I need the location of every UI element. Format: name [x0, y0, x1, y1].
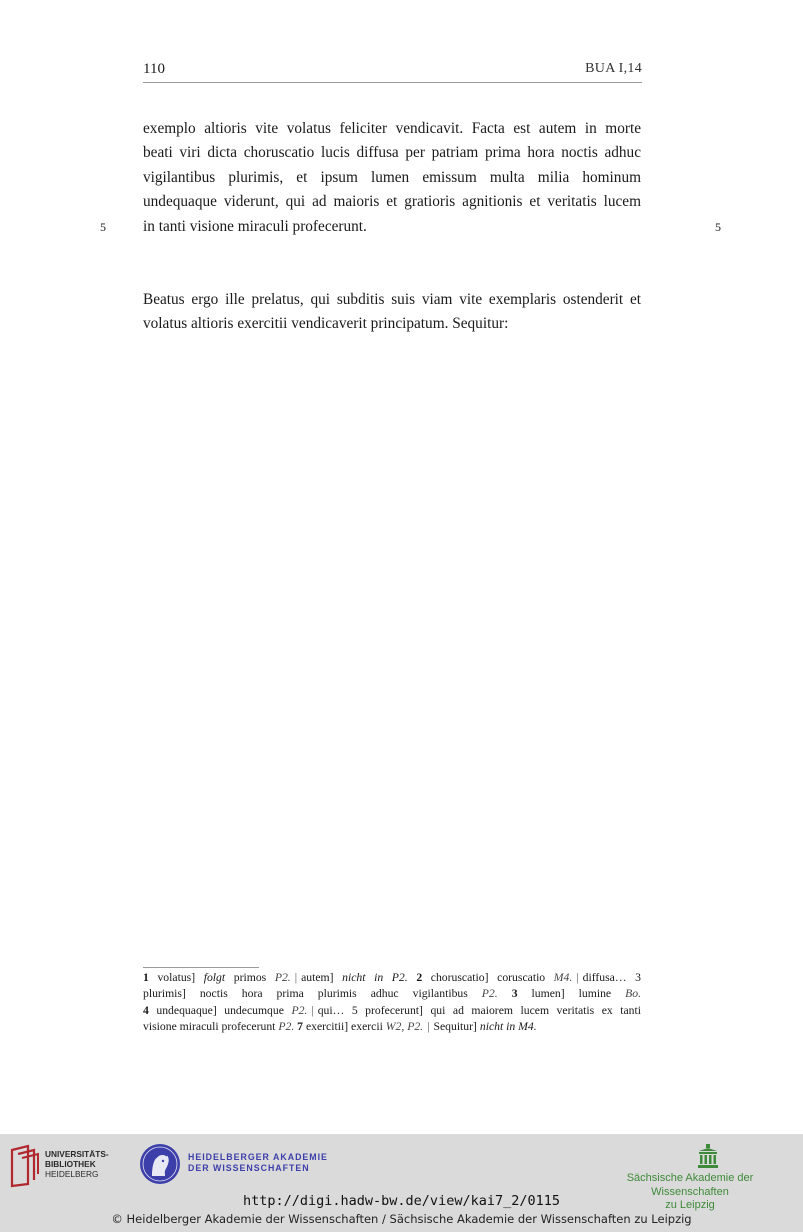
body-paragraph-2: [143, 288, 641, 337]
ub-heidelberg-logo-icon[interactable]: [8, 1144, 42, 1193]
fn-number: 7: [297, 1019, 304, 1033]
text-line: in tanti visione miraculi profecerunt.: [143, 217, 367, 235]
text-line: exemplo altioris vite volatus feliciter vendicavit. Facta est autem in morte: [143, 120, 641, 137]
fn-text: diffusa… 3: [582, 971, 642, 984]
copyright-notice: © Heidelberger Akademie der Wissenschaften / Sächsische Akademie der Wissenschaften zu Leipzig: [111, 1212, 692, 1226]
fn-siglum: M4.: [553, 971, 573, 984]
fn-separator: |: [311, 1003, 314, 1017]
saw-line: zu Leipzig: [665, 1199, 715, 1211]
hadw-line: HEIDELBERGER AKADEMIE: [188, 1152, 328, 1162]
critical-apparatus: [143, 970, 641, 1035]
line-number-left: 5: [100, 220, 106, 234]
fn-number: 3: [511, 987, 518, 1001]
fn-siglum: P2.: [274, 971, 291, 984]
ub-line: UNIVERSITÄTS-: [45, 1149, 109, 1159]
fn-text: Sequitur]: [433, 1019, 480, 1033]
saw-line: Sächsische Akademie der Wissenschaften: [626, 1172, 754, 1198]
fn-separator: |: [294, 971, 298, 984]
hadw-wordmark: [188, 1152, 328, 1174]
ub-line: HEIDELBERG: [45, 1168, 99, 1179]
fn-separator: |: [576, 971, 579, 984]
header-rule: [143, 82, 642, 83]
saw-building-icon[interactable]: [696, 1143, 720, 1174]
hadw-seal-icon[interactable]: [138, 1142, 182, 1191]
footnote-rule: [143, 967, 259, 968]
page-number: 110: [143, 61, 165, 77]
footnote-line: [143, 970, 641, 986]
fn-text: plurimis] noctis hora prima plurimis adhuc vigilantibus: [143, 987, 482, 1001]
fn-text: choruscatio] coruscatio: [422, 971, 554, 984]
fn-siglum: P2.: [278, 1019, 295, 1033]
fn-separator: |: [427, 1019, 430, 1033]
text-line: beati viri dicta choruscatio lucis diffusa per patriam prima hora noctis adhuc: [143, 144, 641, 162]
fn-text: volatus]: [148, 971, 204, 984]
hadw-line: DER WISSENSCHAFTEN: [188, 1163, 310, 1173]
fn-text: undequaque] undecumque: [148, 1003, 292, 1017]
text-line: Beatus ergo ille prelatus, qui subditis suis viam vite exemplaris ostenderit et: [143, 291, 641, 308]
fn-siglum: Bo.: [625, 987, 641, 1001]
text-line: undequaque viderunt, qui ad maioris et gratioris agnitionis et veritatis lucem: [143, 193, 641, 211]
fn-number: 1: [143, 971, 149, 984]
fn-siglum: P2.: [481, 987, 498, 1001]
fn-text: exercitii] exercii: [303, 1019, 386, 1033]
fn-text: primos: [225, 971, 275, 984]
permalink-url[interactable]: http://digi.hadw-bw.de/view/kai7_2/0115: [243, 1193, 560, 1209]
fn-text: qui… 5 profecerunt] qui ad maiorem lucem veritatis ex tanti: [317, 1003, 642, 1017]
ub-line: BIBLIOTHEK: [45, 1158, 96, 1169]
fn-siglum: W2, P2.: [385, 1019, 424, 1033]
fn-siglum: P2.: [291, 1003, 308, 1017]
fn-italic: nicht in P2.: [342, 971, 408, 984]
body-paragraph-1: [143, 117, 641, 239]
text-line: vigilantibus plurimis, et ipsum lumen emissum multa milia hominum: [143, 168, 641, 186]
fn-number: 4: [143, 1003, 149, 1017]
footnote-line: [143, 986, 641, 1002]
fn-text: autem]: [301, 971, 343, 984]
fn-number: 2: [416, 971, 423, 984]
fn-text: visione miraculi profecerunt: [143, 1019, 279, 1033]
line-number-right: 5: [715, 220, 721, 234]
footnote-line: [143, 1019, 641, 1035]
ub-heidelberg-wordmark: [45, 1150, 109, 1179]
footnote-line: [143, 1003, 641, 1019]
fn-italic: folgt: [203, 971, 226, 984]
fn-italic: nicht in M4.: [479, 1019, 537, 1033]
fn-text: lumen] lumine: [517, 987, 626, 1001]
text-line: volatus altioris exercitii vendicaverit principatum. Sequitur:: [143, 315, 509, 333]
running-head: BUA I,14: [585, 61, 642, 76]
